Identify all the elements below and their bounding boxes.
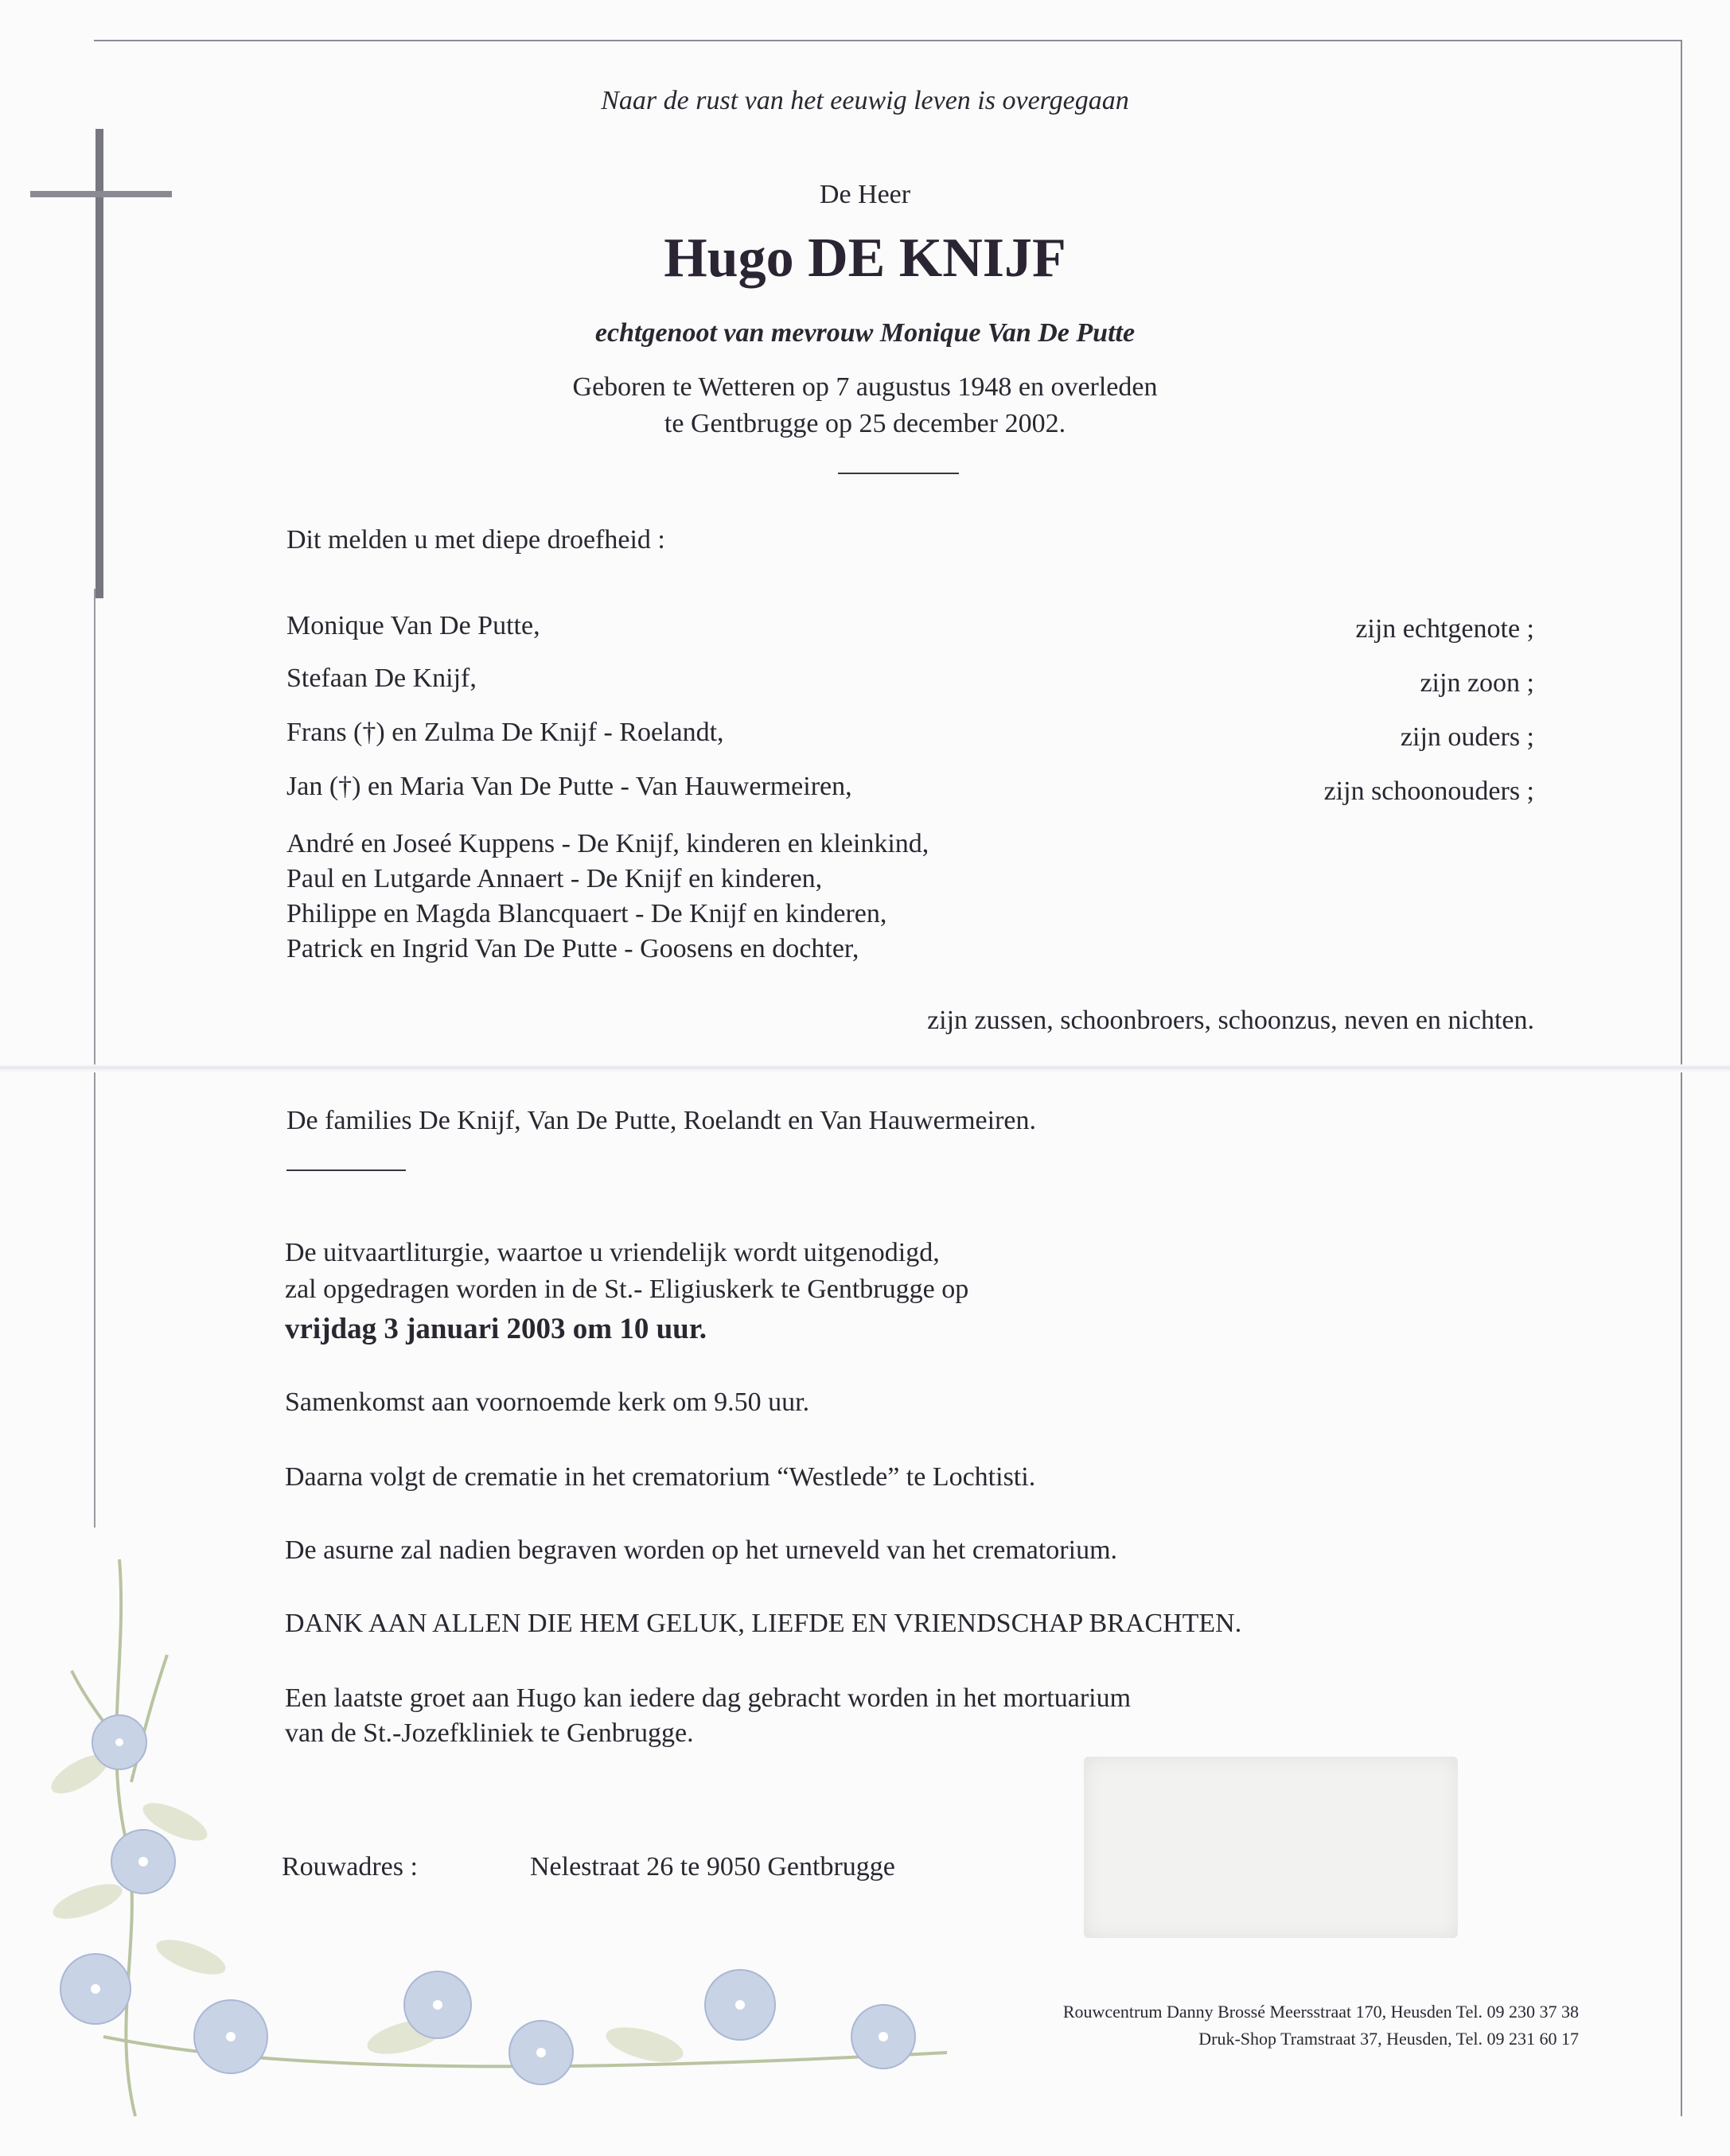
separator-top	[838, 473, 959, 474]
honorific: De Heer	[819, 180, 911, 209]
urn-line: De asurne zal nadien begraven worden op het urneveld van het crematorium.	[285, 1535, 1118, 1565]
relative-name: Stefaan De Knijf,	[286, 664, 477, 693]
relative-relation: zijn echtgenote ;	[1355, 614, 1534, 644]
relative-relation: zijn schoonouders ;	[1323, 776, 1534, 806]
farewell-line-1: Een laatste groet aan Hugo kan iedere dag gebracht worden in het mortuarium	[285, 1683, 1132, 1713]
intro-text: Naar de rust van het eeuwig leven is overgegaan	[601, 86, 1129, 115]
cremation-line: Daarna volgt de crematie in het crematorium “Westlede” te Lochtisti.	[285, 1462, 1036, 1492]
deceased-name: Hugo DE KNIJF	[664, 228, 1066, 289]
frame-left-border	[94, 589, 95, 1527]
thanks-line: DANK AAN ALLEN DIE HEM GELUK, LIEFDE EN VRIENDSCHAP BRACHTEN.	[285, 1609, 1242, 1638]
relative-name: Frans (†) en Zulma De Knijf - Roelandt,	[286, 718, 724, 747]
address-value: Nelestraat 26 te 9050 Gentbrugge	[530, 1852, 895, 1882]
relative-relation: zijn zoon ;	[1420, 668, 1534, 698]
birth-death-line-1: Geboren te Wetteren op 7 augustus 1948 en overleden	[572, 372, 1158, 402]
announcement-intro: Dit melden u met diepe droefheid :	[286, 525, 665, 555]
liturgy-line-1: De uitvaartliturgie, waartoe u vriendelijk wordt uitgenodigd,	[285, 1238, 940, 1267]
gathering-line: Samenkomst aan voornoemde kerk om 9.50 uur.	[285, 1387, 810, 1417]
families-line: De families De Knijf, Van De Putte, Roelandt en Van Hauwermeiren.	[286, 1106, 1036, 1135]
floral-decoration	[24, 1559, 979, 2132]
paper-patch	[1084, 1757, 1458, 1938]
liturgy-date: vrijdag 3 januari 2003 om 10 uur.	[285, 1313, 707, 1345]
sibling-line: Paul en Lutgarde Annaert - De Knijf en kinderen,	[286, 864, 823, 893]
frame-right-border	[1681, 40, 1682, 2116]
footer-line-2: Druk-Shop Tramstraat 37, Heusden, Tel. 09 231 60 17	[1198, 2029, 1579, 2049]
liturgy-line-2: zal opgedragen worden in de St.- Eligiuskerk te Gentbrugge op	[285, 1275, 969, 1304]
separator-middle	[286, 1169, 406, 1171]
address-label: Rouwadres :	[282, 1852, 418, 1882]
footer-line-1: Rouwcentrum Danny Brossé Meersstraat 170, Heusden Tel. 09 230 37 38	[1062, 2002, 1579, 2022]
spouse-line: echtgenoot van mevrouw Monique Van De Putte	[594, 318, 1136, 348]
relative-relation: zijn ouders ;	[1400, 722, 1534, 752]
birth-death-line-2: te Gentbrugge op 25 december 2002.	[664, 409, 1066, 438]
sibling-line: Patrick en Ingrid Van De Putte - Goosens en dochter,	[286, 934, 859, 963]
frame-top-border	[94, 40, 1682, 41]
sibling-line: Philippe en Magda Blancquaert - De Knijf en kinderen,	[286, 899, 887, 928]
siblings-relation: zijn zussen, schoonbroers, schoonzus, neven en nichten.	[927, 1006, 1534, 1035]
relative-name: Monique Van De Putte,	[286, 611, 540, 640]
sibling-line: André en Joseé Kuppens - De Knijf, kinderen en kleinkind,	[286, 829, 929, 858]
farewell-line-2: van de St.-Jozefkliniek te Genbrugge.	[285, 1718, 694, 1748]
paper-fold-line	[0, 1064, 1730, 1072]
relative-name: Jan (†) en Maria Van De Putte - Van Hauwermeiren,	[286, 772, 852, 801]
